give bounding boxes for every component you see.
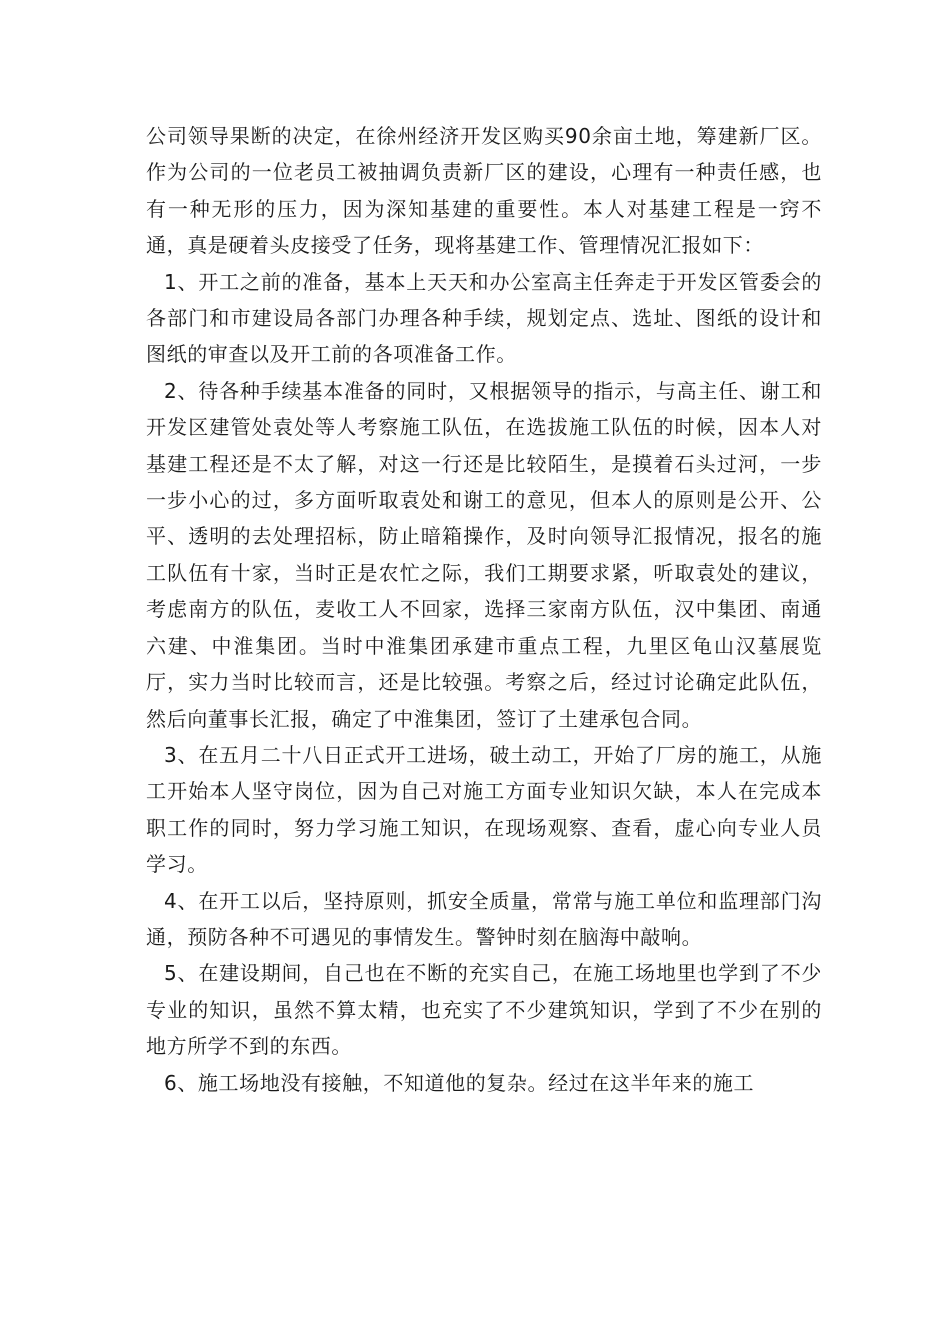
paragraph-item-4: 4、在开工以后，坚持原则，抓安全质量，常常与施工单位和监理部门沟通，预防各种不可遇见的事情发生。警钟时刻在脑海中敲响。: [146, 888, 822, 949]
paragraph-item-6: 6、施工场地没有接触，不知道他的复杂。经过在这半年来的施工: [164, 1070, 755, 1095]
paragraph-intro: 公司领导果断的决定，在徐州经济开发区购买90余亩土地，筹建新厂区。作为公司的一位老员工被抽调负责新厂区的建设，心理有一种责任感，也有一种无形的压力，因为深知基建的重要性。本人对基建工程是一窍不通，真是硬着头皮接受了任务，现将基建工作、管理情况汇报如下：: [146, 124, 822, 258]
paragraph-item-1: 1、开工之前的准备，基本上天天和办公室高主任奔走于开发区管委会的各部门和市建设局各部门办理各种手续，规划定点、选址、图纸的设计和图纸的审查以及开工前的各项准备工作。: [146, 269, 822, 367]
paragraph-item-3: 3、在五月二十八日正式开工进场，破土动工，开始了厂房的施工，从施工开始本人坚守岗位，因为自己对施工方面专业知识欠缺，本人在完成本职工作的同时，努力学习施工知识，在现场观察、查看，虚心向专业人员学习。: [146, 742, 822, 877]
paragraph-item-2: 2、待各种手续基本准备的同时，又根据领导的指示，与高主任、谢工和开发区建管处袁处等人考察施工队伍，在选拔施工队伍的时候，因本人对基建工程还是不太了解，对这一行还是比较陌生，是摸着石头过河，一步一步小心的过，多方面听取袁处和谢工的意见，但本人的原则是公开、公平、透明的去处理招标，防止暗箱操作，及时向领导汇报情况，报名的施工队伍有十家，当时正是农忙之际，我们工期要求紧，听取袁处的建议，考虑南方的队伍，麦收工人不回家，选择三家南方队伍，汉中集团、南通六建、中淮集团。当时中淮集团承建市重点工程，九里区龟山汉墓展览厅，实力当时比较而言，还是比较强。考察之后，经过讨论确定此队伍，然后向董事长汇报，确定了中淮集团，签订了土建承包合同。: [146, 378, 822, 731]
paragraph-item-5: 5、在建设期间，自己也在不断的充实自己，在施工场地里也学到了不少专业的知识，虽然不算太精，也充实了不少建筑知识，学到了不少在别的地方所学不到的东西。: [146, 961, 822, 1059]
document-body: [146, 118, 822, 1101]
